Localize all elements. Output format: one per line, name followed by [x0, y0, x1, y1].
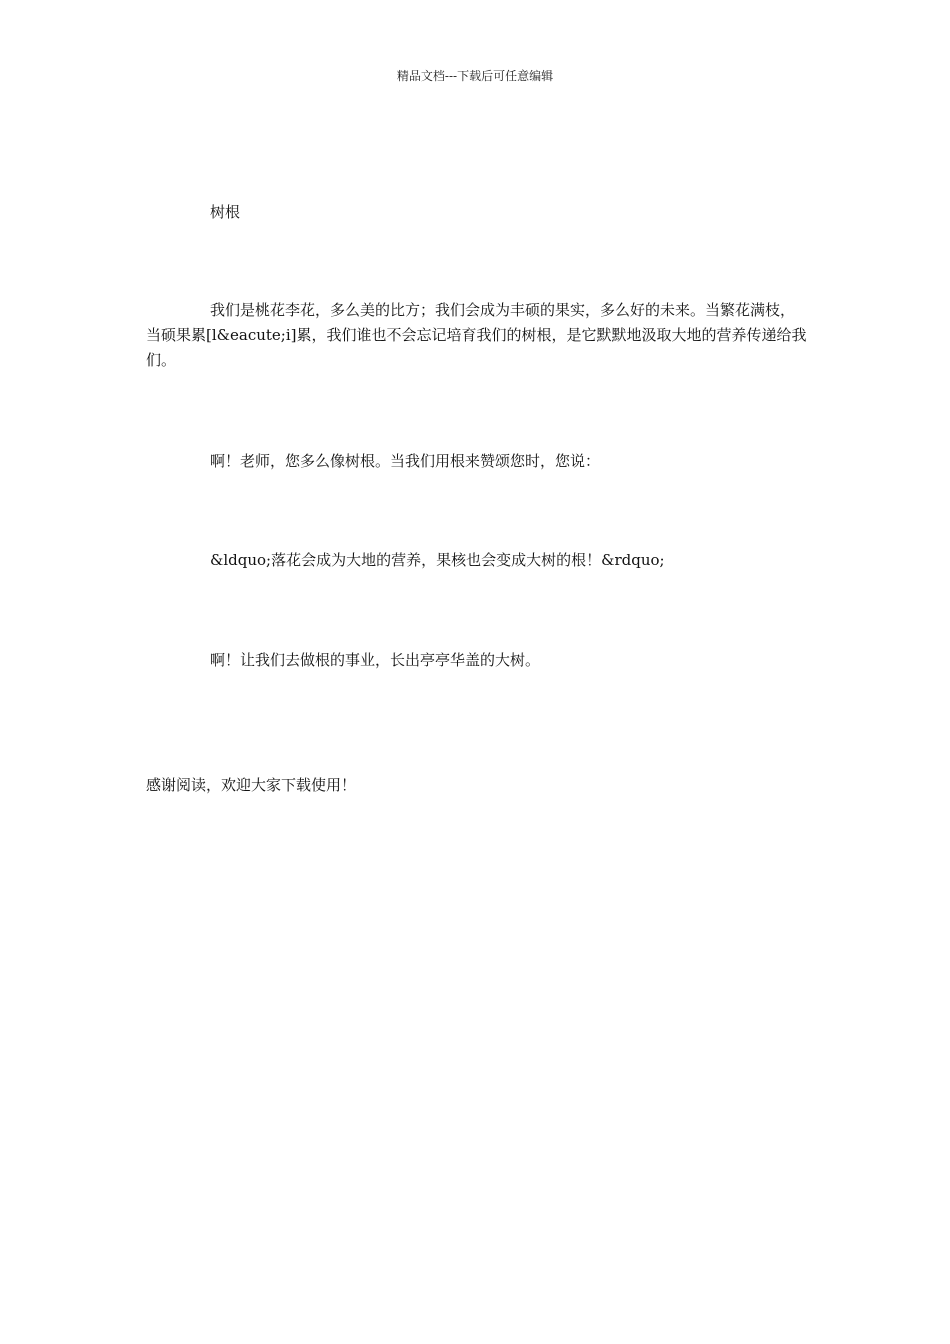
paragraph-3: &ldquo;落花会成为大地的营养，果核也会变成大树的根！&rdquo;: [210, 551, 665, 569]
document-title: 树根: [210, 203, 241, 221]
paragraph-1: 我们是桃花李花，多么美的比方；我们会成为丰硕的果实，多么好的未来。当繁花满枝，当硕果累[l&eacute;i]累，我们谁也不会忘记培育我们的树根，是它默默地汲取大地的营养传递给我们。: [146, 301, 807, 369]
page-header: 精品文档---下载后可任意编辑: [396, 69, 554, 83]
paragraph-4: 啊！让我们去做根的事业，长出亭亭华盖的大树。: [210, 651, 541, 669]
closing-note: 感谢阅读，欢迎大家下载使用！: [146, 776, 357, 794]
paragraph-2: 啊！老师，您多么像树根。当我们用根来赞颂您时，您说：: [210, 452, 601, 470]
